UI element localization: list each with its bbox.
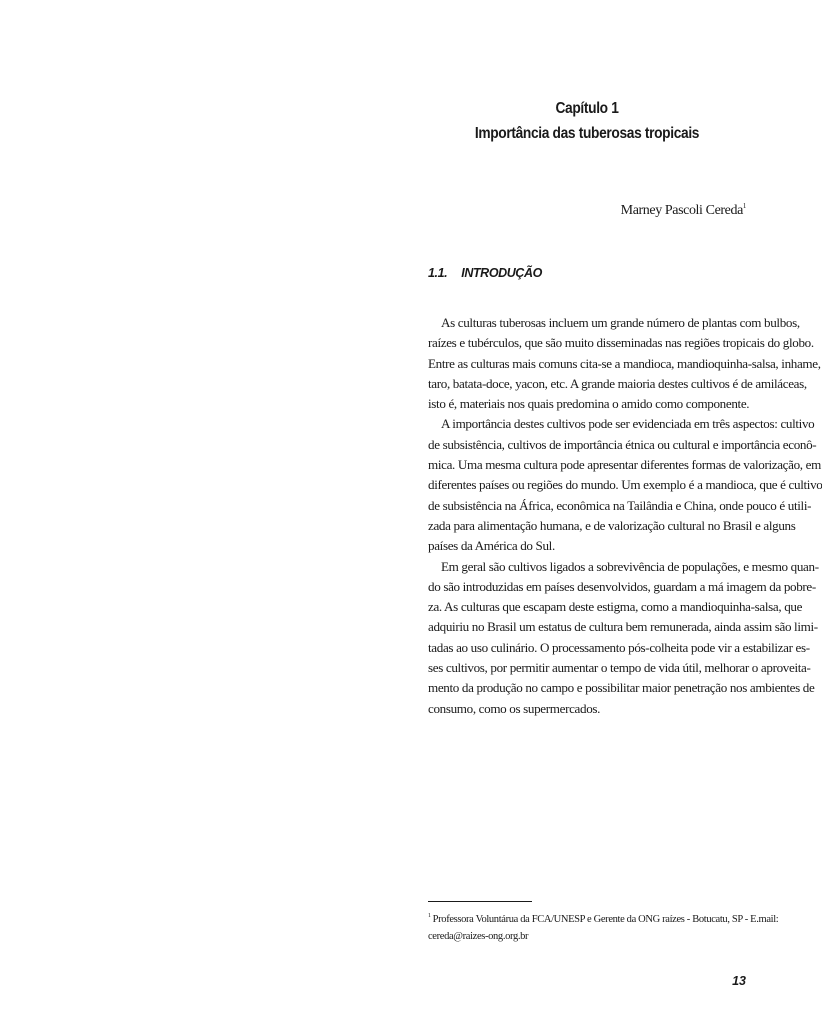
text-line: A importância destes cultivos pode ser evidenciada em três aspectos: cultivo [441,416,815,432]
text-line: isto é, materiais nos quais predomina o amido como componente. [428,396,750,412]
paragraph [428,557,819,719]
body-text [428,313,822,719]
text-line: de subsistência, cultivos de importância étnica ou cultural e importância econô- [428,436,817,452]
text-line: As culturas tuberosas incluem um grande número de plantas com bulbos, [441,315,800,330]
text-line: do são introduzidas em países desenvolvidos, guardam a má imagem da pobre- [428,578,816,594]
section-heading [428,266,542,280]
text-line: za. As culturas que escapam deste estigma, como a mandioquinha-salsa, que [428,599,803,615]
section-title: INTRODUÇÃO [461,266,542,280]
chapter-title: Importância das tuberosas tropicais [474,125,700,142]
author-line [621,202,746,219]
author-name: Marney Pascoli Cereda [620,203,743,218]
paragraph [428,313,821,414]
text-line: Em geral são cultivos ligados a sobrevivência de populações, e mesmo quan- [441,558,819,574]
footnote-email: cereda@raizes-ong.org.br [428,931,529,942]
paragraph [428,414,822,556]
text-line: mica. Uma mesma cultura pode apresentar diferentes formas de valorização, em [428,457,821,473]
text-line: mento da produção no campo e possibilitar maior penetração nos ambientes de [428,680,815,696]
text-line: de subsistência na África, econômica na Tailândia e China, onde pouco é utili- [428,497,812,513]
text-line: raízes e tubérculos, que são muito disseminadas nas regiões tropicais do globo. [428,335,814,351]
text-line: diferentes países ou regiões do mundo. Um exemplo é a mandioca, que é cultivo [428,477,822,493]
text-line: países da América do Sul. [428,538,555,554]
chapter-heading [450,96,723,146]
author-footnote-marker: 1 [742,202,746,210]
text-line: consumo, como os supermercados. [428,700,601,716]
footnote [428,908,779,945]
footnote-divider [428,901,532,902]
text-line: Entre as culturas mais comuns cita-se a mandioca, mandioquinha-salsa, inhame, [428,355,821,371]
section-number: 1.1. [428,266,448,280]
text-line: taro, batata-doce, yacon, etc. A grande maioria destes cultivos é de amiláceas, [428,375,807,391]
page-number: 13 [732,974,746,988]
text-line: adquiriu no Brasil um estatus de cultura bem remunerada, ainda assim são limi- [428,619,818,635]
footnote-line [428,908,779,928]
chapter-label: Capítulo 1 [555,100,619,117]
text-line: tadas ao uso culinário. O processamento pós-colheita pode vir a estabilizar es- [428,639,810,655]
text-line: ses cultivos, por permitir aumentar o tempo de vida útil, melhorar o aproveita- [428,660,811,676]
footnote-text: Professora Voluntárua da FCA/UNESP e Gerente da ONG raízes - Botucatu, SP - E.mail: [432,914,779,925]
text-line: zada para alimentação humana, e de valorização cultural no Brasil e alguns [428,517,796,533]
footnote-marker: 1 [428,913,431,919]
